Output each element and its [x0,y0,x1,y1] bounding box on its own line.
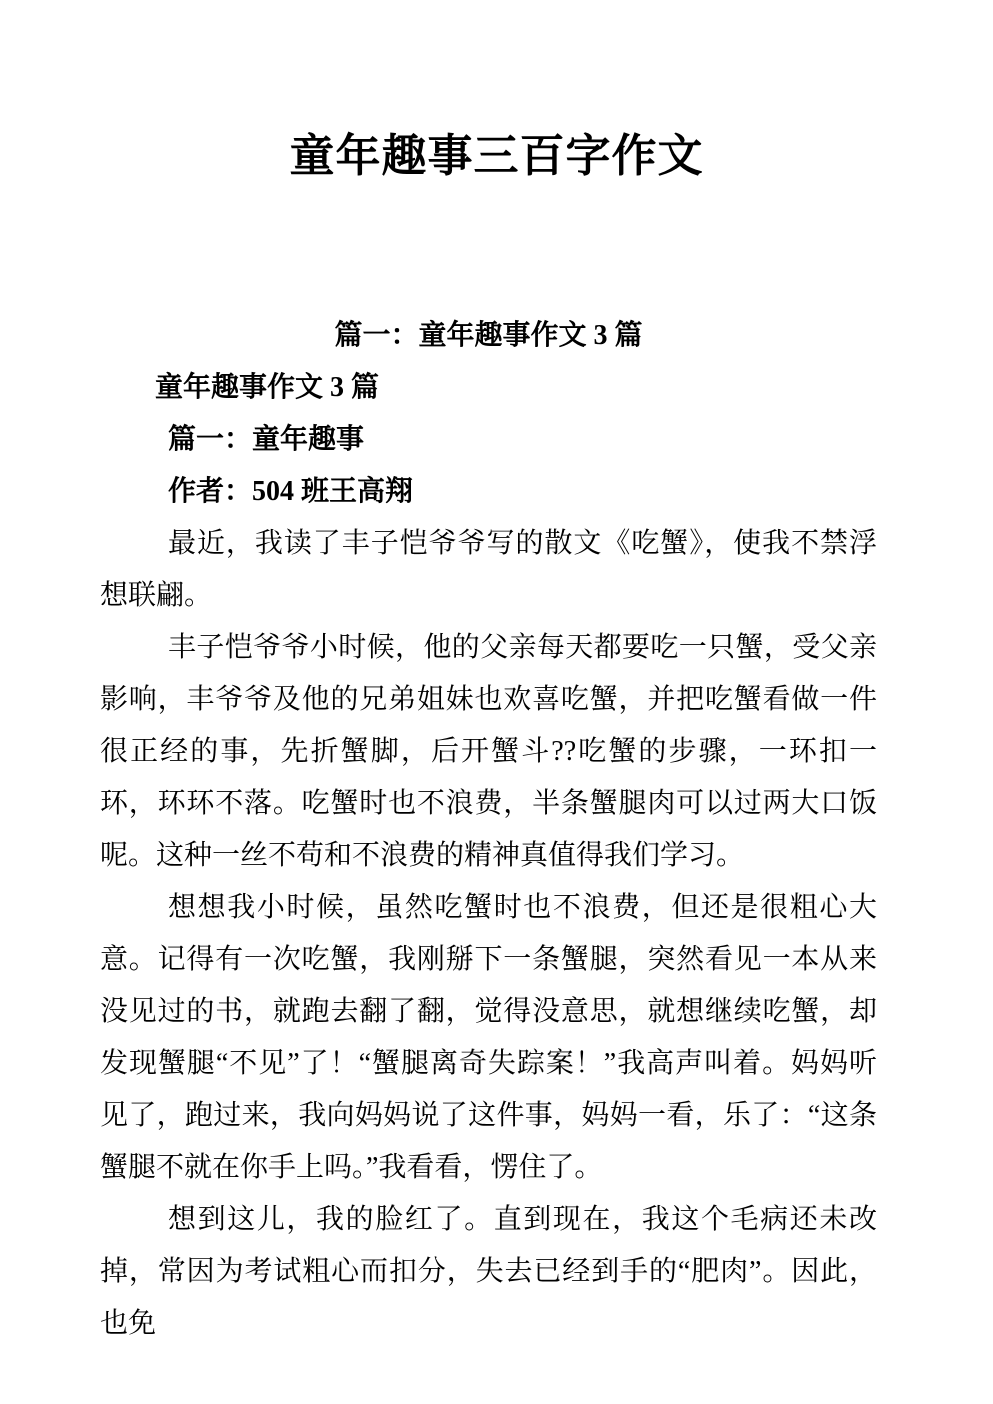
subheading-collection: 童年趣事作文 3 篇 [155,372,380,403]
paragraph-fengzikai-crab: 丰子恺爷爷小时候，他的父亲每天都要吃一只蟹，受父亲影响，丰爷爷及他的兄弟姐妹也欢喜吃蟹，并把吃蟹看做一件很正经的事，先折蟹脚，后开蟹斗??吃蟹的步骤，一环扣一环，环环不落。吃蟹时也不浪费，半条蟹腿肉可以过两大口饭呢。这种一丝不苟和不浪费的精神真值得我们学习。 [100,632,877,871]
paragraph-crab-leg-mystery: 想想我小时候，虽然吃蟹时也不浪费，但还是很粗心大意。记得有一次吃蟹，我刚掰下一条蟹腿，突然看见一本从来没见过的书，就跑去翻了翻，觉得没意思，就想继续吃蟹，却发现蟹腿“不见”了！“蟹腿离奇失踪案！”我高声叫着。妈妈听见了，跑过来，我向妈妈说了这件事，妈妈一看，乐了：“这条蟹腿不就在你手上吗。”我看看，愣住了。 [100,892,877,1183]
subheading-essay-title: 篇一：童年趣事 [168,424,365,455]
subheading-author: 作者：504 班王高翔 [168,476,414,507]
document-body [0,310,993,1350]
document-title: 童年趣事三百字作文 [289,131,704,181]
paragraph-reflection: 想到这儿，我的脸红了。直到现在，我这个毛病还未改掉，常因为考试粗心而扣分，失去已经到手的“肥肉”。因此，也免 [100,1204,877,1339]
paragraph-intro: 最近，我读了丰子恺爷爷写的散文《吃蟹》，使我不禁浮想联翩。 [100,528,877,611]
section-heading: 篇一：童年趣事作文 3 篇 [334,320,643,351]
